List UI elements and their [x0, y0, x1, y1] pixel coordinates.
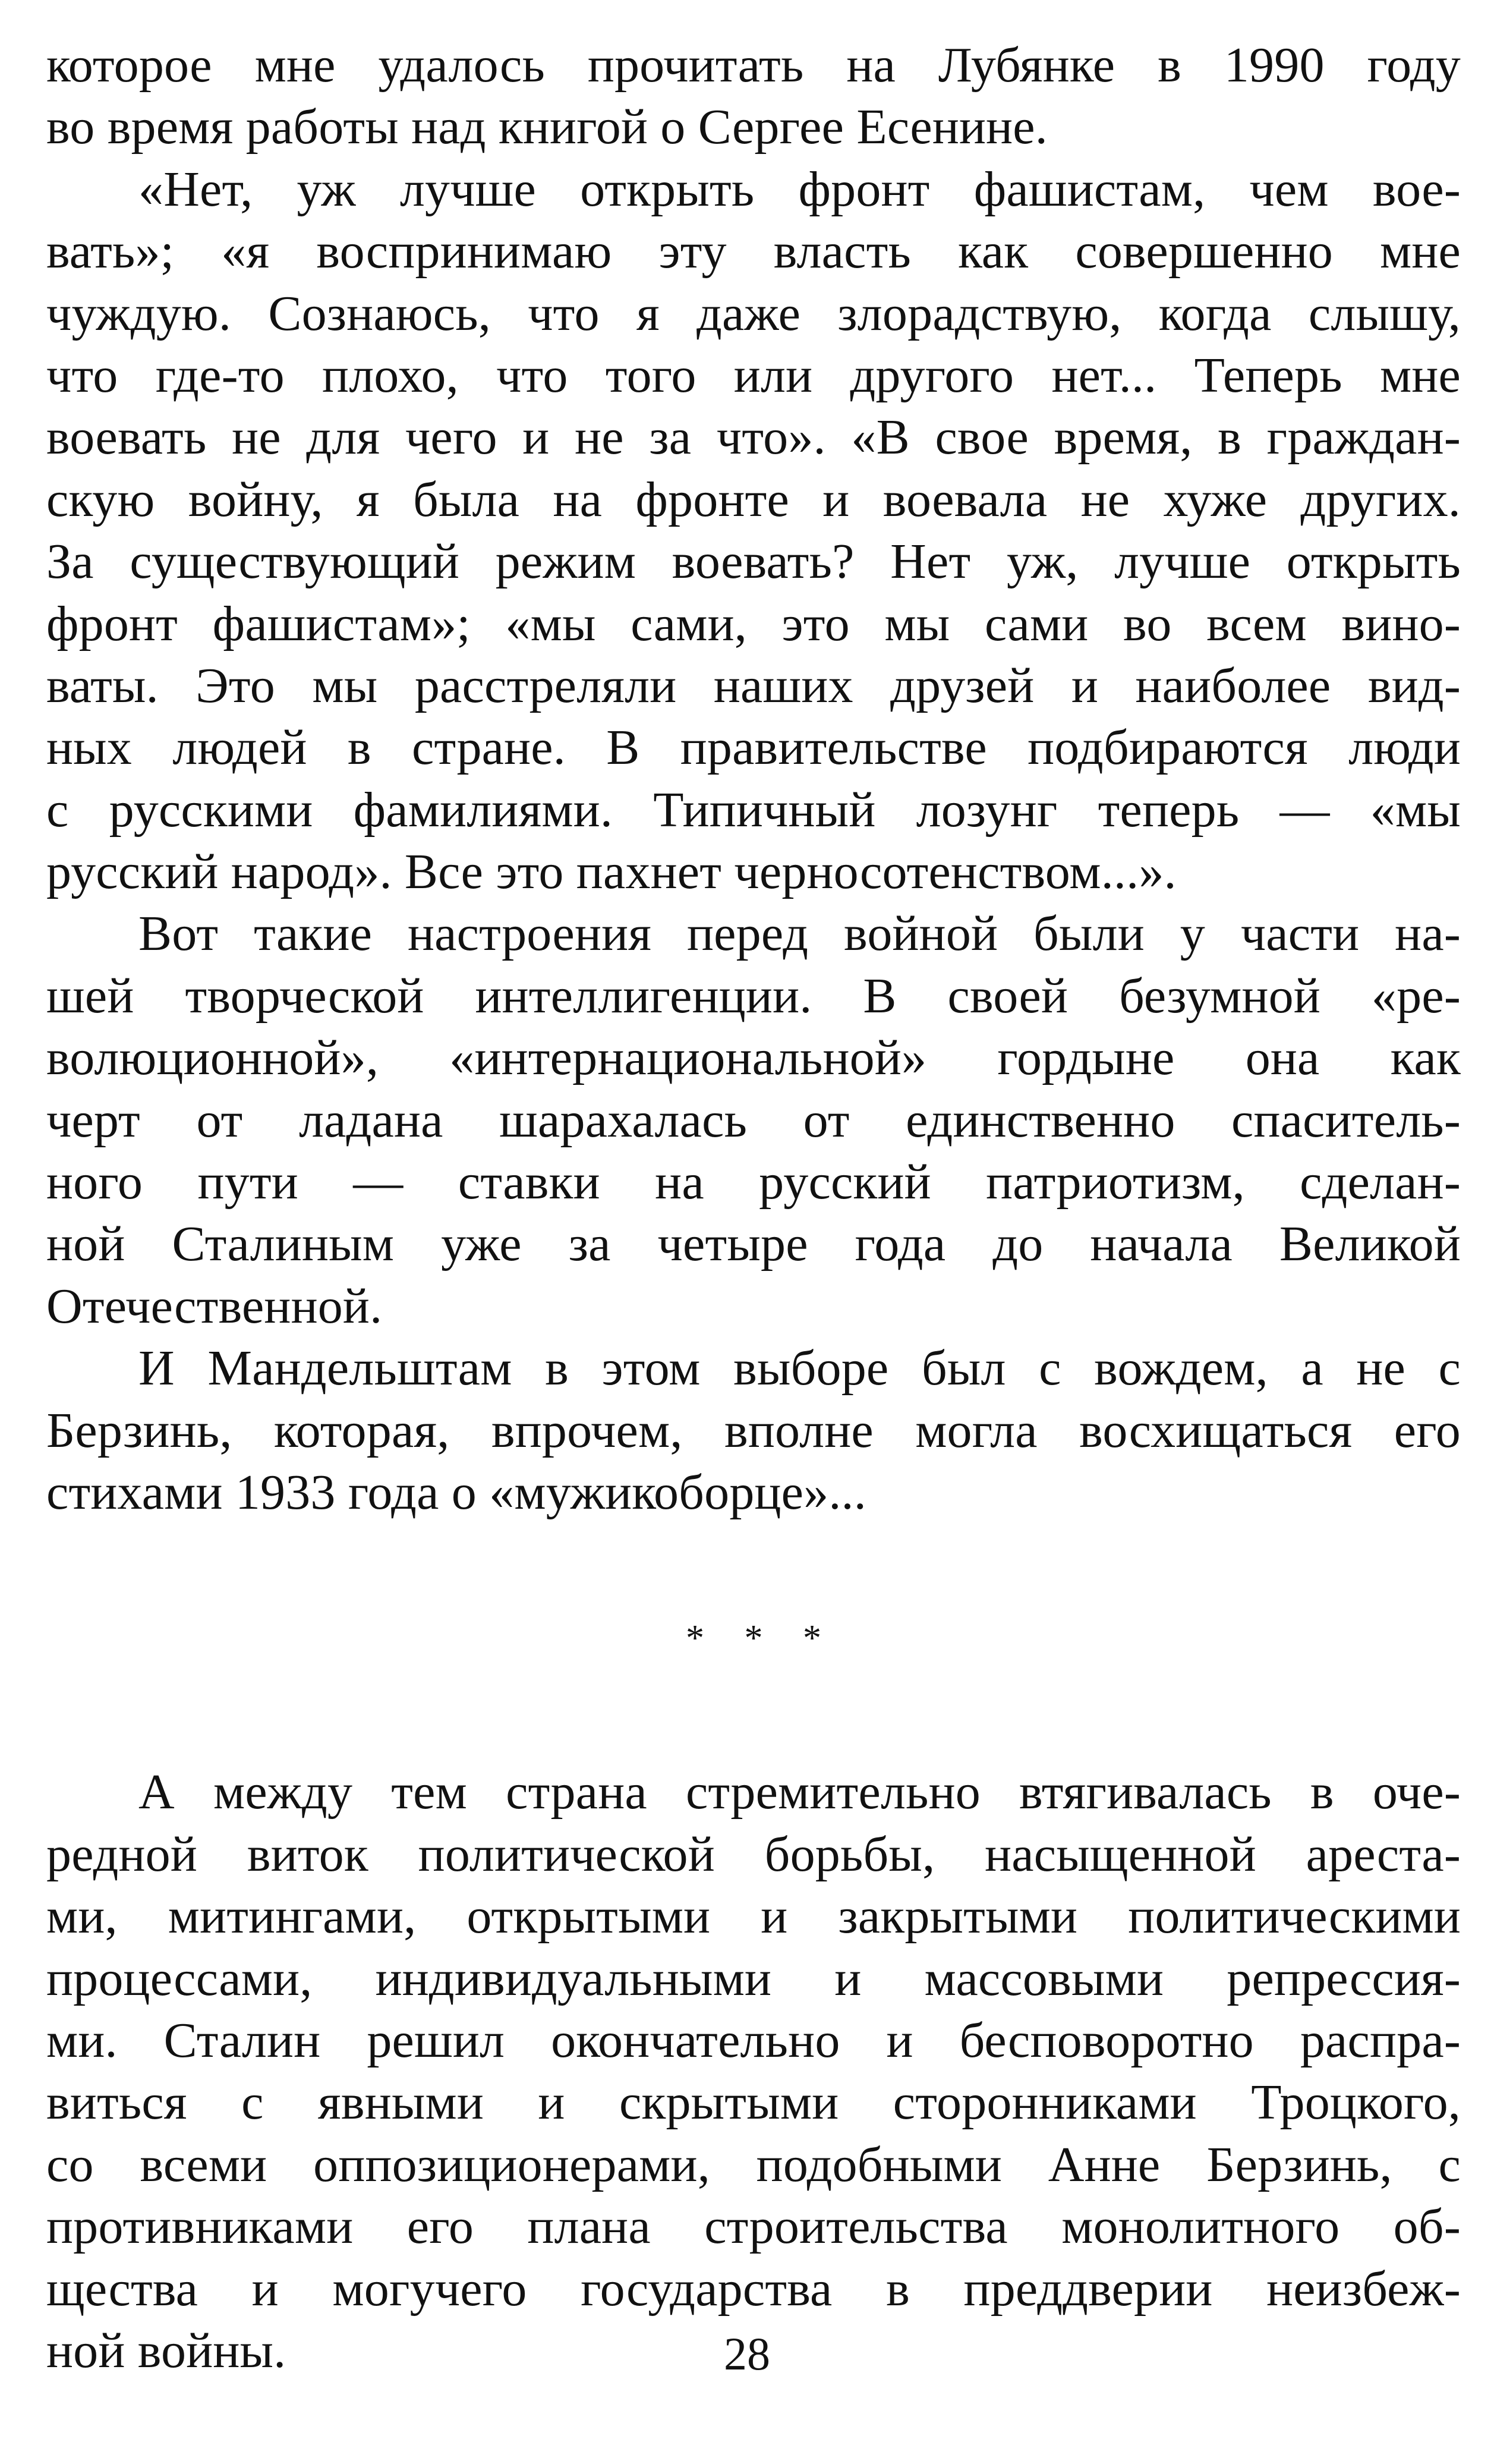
text-line: черт от ладана шарахалась от единственно спаситель- [46, 1092, 1461, 1148]
text-line: шей творческой интеллигенции. В своей безумной «ре- [46, 968, 1461, 1024]
text-line: процессами, индивидуальными и массовыми репрессия- [46, 1950, 1461, 2006]
page-number: 28 [724, 2328, 770, 2380]
text-line: со всеми оппозиционерами, подобными Анне Берзинь, с [46, 2136, 1461, 2192]
text-line: что где-то плохо, что того или другого нет... Теперь мне [46, 347, 1461, 403]
text-line: чуждую. Сознаюсь, что я даже злорадствую, когда слышу, [46, 285, 1461, 341]
text-line: волюционной», «интернациональной» гордыне она как [46, 1030, 1461, 1086]
text-line: ного пути — ставки на русский патриотизм, сделан- [46, 1154, 1461, 1210]
text-line: За существующий режим воевать? Нет уж, лучше открыть [46, 534, 1461, 590]
text-line: виться с явными и скрытыми сторонниками Троцкого, [46, 2075, 1461, 2131]
text-line: во время работы над книгой о Сергее Есенине. [46, 99, 1048, 155]
text-line: скую войну, я была на фронте и воевала не хуже других. [46, 471, 1461, 527]
paragraph-mandelstam [46, 1338, 1461, 1524]
text-line: с русскими фамилиями. Типичный лозунг теперь — «мы [46, 782, 1461, 838]
text-line: которое мне удалось прочитать на Лубянке в 1990 году [46, 37, 1461, 93]
section-separator [46, 1524, 1461, 1761]
text-line: фронт фашистам»; «мы сами, это мы сами во всем вино- [46, 596, 1461, 652]
paragraph-repressions [46, 1761, 1461, 2382]
paragraph-intelligentsia [46, 903, 1461, 1338]
page-body [46, 34, 1461, 2382]
text-line: воевать не для чего и не за что». «В свое время, в граждан- [46, 410, 1461, 465]
text-line: русский народ». Все это пахнет черносотенством...». [46, 844, 1177, 900]
text-line: щества и могучего государства в преддверии неизбеж- [46, 2261, 1461, 2317]
text-line: ных людей в стране. В правительстве подбираются люди [46, 720, 1461, 776]
paragraph-quote [46, 159, 1461, 904]
text-line: И Мандельштам в этом выборе был с вождем, а не с [138, 1340, 1461, 1396]
asterism: * * * [686, 1618, 837, 1659]
text-line: противниками его плана строительства монолитного об- [46, 2199, 1461, 2255]
text-line: ми. Сталин решил окончательно и бесповоротно распра- [46, 2012, 1461, 2068]
text-line: Вот такие настроения перед войной были у части на- [138, 906, 1461, 962]
text-line: А между тем страна стремительно втягивалась в оче- [138, 1764, 1461, 1820]
text-line: ваты. Это мы расстреляли наших друзей и наиболее вид- [46, 657, 1461, 713]
text-line: ми, митингами, открытыми и закрытыми политическими [46, 1889, 1461, 1944]
text-line: вать»; «я воспринимаю эту власть как совершенно мне [46, 224, 1461, 279]
text-line: стихами 1933 года о «мужикоборце»... [46, 1464, 866, 1520]
paragraph-continuation [46, 34, 1461, 159]
text-line: Берзинь, которая, впрочем, вполне могла восхищаться его [46, 1402, 1461, 1458]
text-line: ной Сталиным уже за четыре года до начала Великой [46, 1216, 1461, 1272]
text-line: Отечественной. [46, 1278, 383, 1334]
text-line: ной войны. [46, 2323, 286, 2378]
text-line: редной виток политической борьбы, насыщенной ареста- [46, 1826, 1461, 1882]
text-line: «Нет, уж лучше открыть фронт фашистам, чем вое- [138, 161, 1461, 217]
